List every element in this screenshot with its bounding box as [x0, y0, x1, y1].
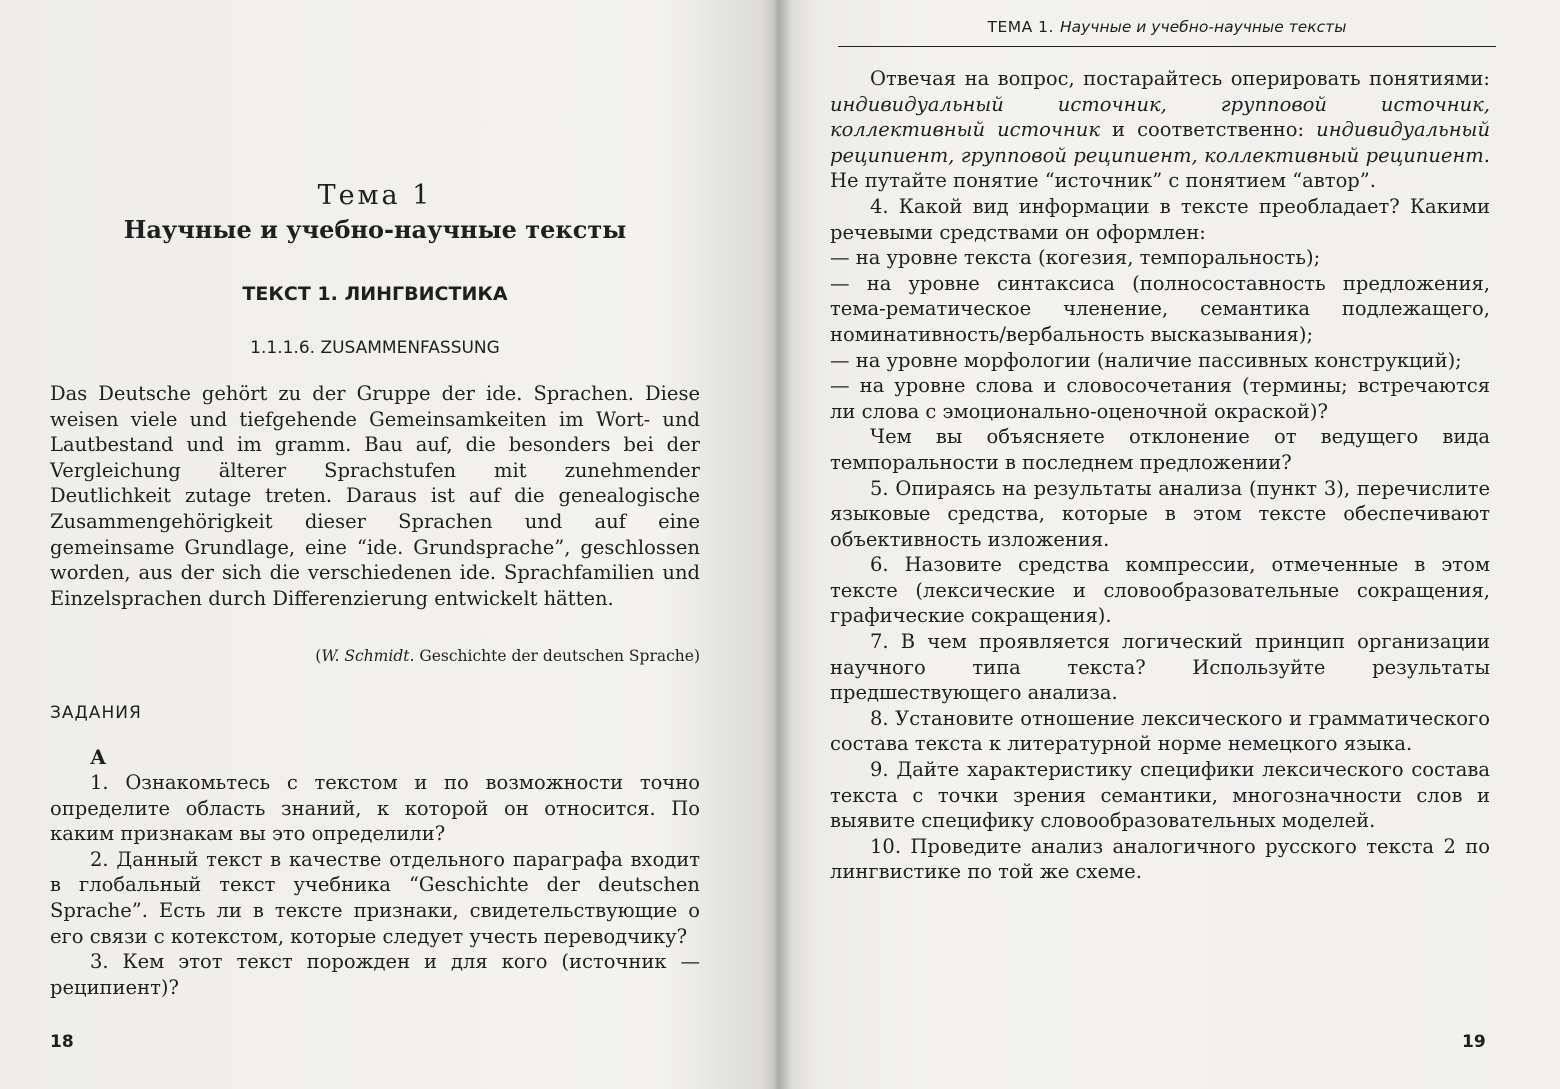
source-citation: (W. Schmidt. Geschichte der deutschen Sprache) [315, 647, 700, 665]
tasks-heading: ЗАДАНИЯ [50, 703, 142, 723]
task-group-letter: А [90, 745, 107, 769]
source-title: . Geschichte der deutschen Sprache [409, 647, 694, 665]
theme-title: Тема 1 [317, 180, 433, 211]
page-number-right: 19 [1462, 1032, 1486, 1052]
task-item: 10. Проведите анализ аналогичного русского текста 2 по лингвистике по той же схеме. [830, 834, 1490, 884]
section-heading: 1.1.1.6. ZUSAMMENFASSUNG [250, 338, 500, 358]
task-bullet: — на уровне текста (когезия, темпоральность); [830, 246, 1321, 270]
intro-term-2: индивидуальный реципиент, групповой реципиент, коллективный реципиент. [830, 118, 1490, 167]
tasks-list-left [50, 770, 700, 1000]
text-heading: ТЕКСТ 1. ЛИНГВИСТИКА [242, 283, 508, 305]
right-page-body [830, 66, 1490, 885]
task-item: 5. Опираясь на результаты анализа (пункт 3), перечислите языковые средства, которые в этом тексте обеспечивают объективность изложения. [830, 476, 1490, 551]
running-head-title: Научные и учебно-научные тексты [1059, 18, 1347, 36]
source-author: W. Schmidt [321, 647, 410, 665]
intro-paragraph [830, 66, 1490, 194]
task-bullet: — на уровне морфологии (наличие пассивных конструкций); [830, 348, 1462, 372]
intro-term-1: индивидуальный источник, групповой источник, коллективный источник [830, 92, 1490, 142]
task-item: 3. Кем этот текст порожден и для кого (источник — реципиент)? [50, 950, 700, 999]
left-page [0, 0, 775, 1089]
theme-subtitle: Научные и учебно-научные тексты [123, 215, 627, 244]
intro-text-2: и соответственно: [1100, 118, 1317, 142]
task-item: 9. Дайте характеристику специфики лексического состава текста с точки зрения семантики, многозначности слов и выявите специфику словообразовательных моделей. [830, 758, 1490, 833]
intro-text-3: Не путайте понятие “источник” с понятием “автор”. [830, 169, 1376, 193]
task-bullet: — на уровне слова и словосочетания (термины; встречаются ли слова с эмоционально-оценочной окраской)? [830, 374, 1490, 423]
german-text: Das Deutsche gehört zu der Gruppe der ide. Sprachen. Diese weisen viele und tiefgehende Gemeinsamkeiten im Wort- und Lautbestand und im gramm. Bau auf, die besonders bei der Vergleichung älterer Sprachstufen mit zunehmender Deutlichkeit zutage treten. Daraus ist auf die genealogische Zusammengehörigkeit dieser Sprachen und auf eine gemeinsame Grundlage, eine “ide. Grundsprache”, geschlossen worden, aus der sich die verschiedenen ide. Sprachfamilien und Einzelsprachen durch Differenzierung entwickelt hätten. [50, 382, 700, 610]
header-rule [838, 46, 1496, 47]
running-head [838, 18, 1496, 36]
task-item: 1. Ознакомьтесь с текстом и по возможности точно определите область знаний, к которой он относится. По каким признакам вы это определили? [50, 771, 700, 846]
running-head-label: ТЕМА 1. [987, 18, 1054, 36]
book-gutter [762, 0, 792, 1089]
task-item: 8. Установите отношение лексического и грамматического состава текста к литературной норме немецкого языка. [830, 706, 1490, 756]
intro-text-1: Отвечая на вопрос, постарайтесь оперировать понятиями: [870, 67, 1490, 90]
task-item: 4. Какой вид информации в тексте преобладает? Какими речевыми средствами он оформлен: [830, 194, 1490, 244]
task-item: 7. В чем проявляется логический принцип организации научного типа текста? Используйте результаты предшествующего анализа. [830, 630, 1490, 705]
task-bullet: — на уровне синтаксиса (полносоставность предложения, тема-рематическое членение, семантика подлежащего, номинативность/вербальность высказывания); [830, 271, 1490, 346]
page-number-left: 18 [50, 1032, 74, 1052]
task-followup: Чем вы объясняете отклонение от ведущего вида темпоральности в последнем предложении? [830, 425, 1490, 474]
task-item: 2. Данный текст в качестве отдельного параграфа входит в глобальный текст учебника “Geschichte der deutschen Sprache”. Есть ли в тексте признаки, свидетельствующие о его связи с котекстом, которые следует учесть переводчику? [50, 847, 700, 948]
task-item: 6. Назовите средства компрессии, отмеченные в этом тексте (лексические и словообразовательные сокращения, графические сокращения). [830, 553, 1490, 628]
